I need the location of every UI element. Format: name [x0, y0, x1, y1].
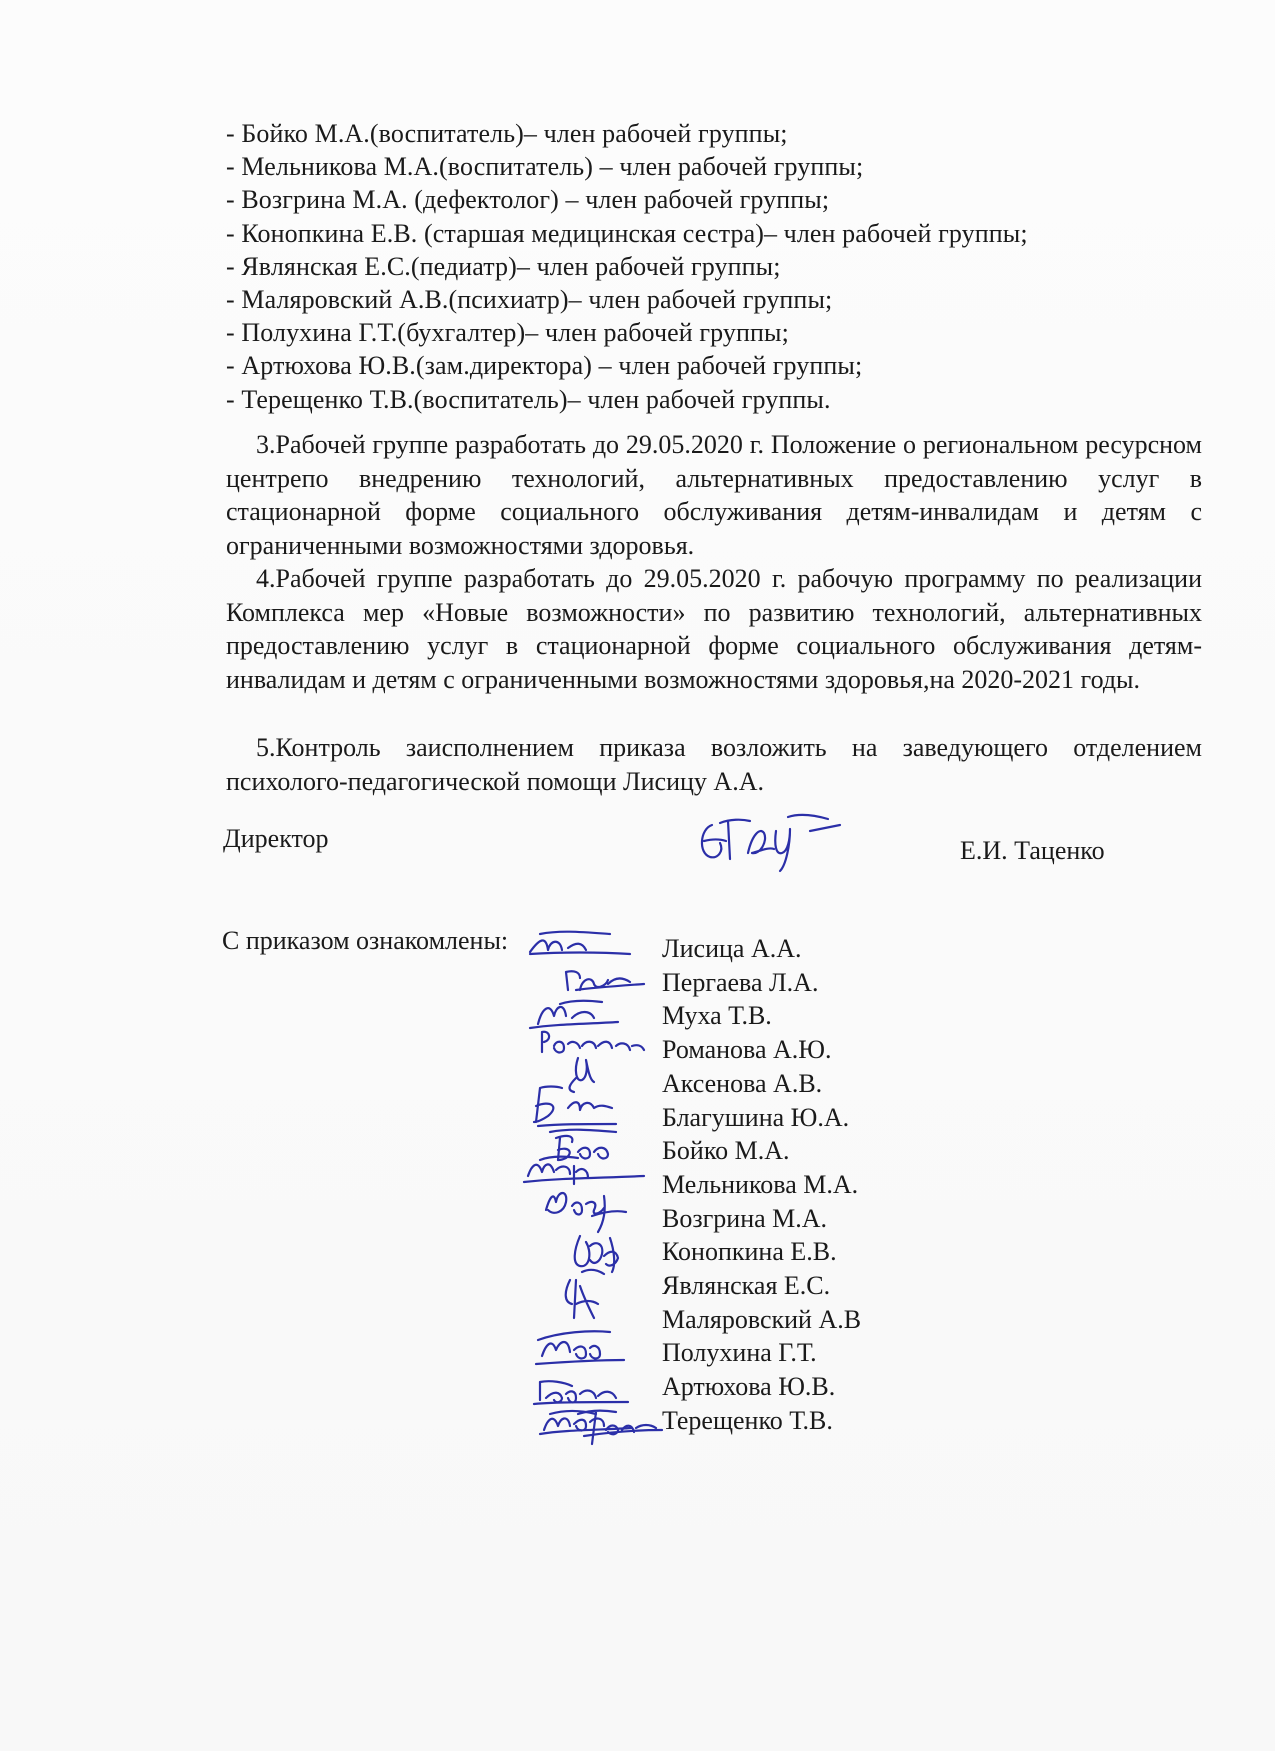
- acquaintance-label: С приказом ознакомлены:: [222, 926, 509, 955]
- member-line: - Конопкина Е.В. (старшая медицинская сестра)– член рабочей группы;: [226, 218, 1028, 248]
- acquaintance-name: Бойко М.А.: [662, 1136, 790, 1166]
- member-line: - Являнская Е.С.(педиатр)– член рабочей группы;: [226, 251, 781, 281]
- member-line: - Бойко М.А.(воспитатель)– член рабочей группы;: [226, 119, 788, 148]
- director-name: Е.И. Таценко: [960, 836, 1105, 865]
- director-label: Директор: [223, 824, 329, 853]
- acquaintance-name: Муха Т.В.: [662, 1001, 772, 1031]
- acquaintance-name: Благушина Ю.А.: [662, 1102, 850, 1132]
- working-group-members-list: [226, 117, 1126, 416]
- acquaintance-name: Полухина Г.Т.: [662, 1338, 817, 1368]
- member-line: - Маляровский А.В.(психиатр)– член рабочей группы;: [226, 285, 833, 315]
- acquaintance-name: Романова А.Ю.: [662, 1035, 832, 1065]
- member-line: - Полухина Г.Т.(бухгалтер)– член рабочей группы;: [226, 318, 789, 348]
- acquaintance-name: Аксенова А.В.: [662, 1068, 823, 1098]
- acquaintance-name: Являнская Е.С.: [662, 1271, 831, 1301]
- acquaintance-name: Артюхова Ю.В.: [662, 1372, 836, 1402]
- director-signature: [690, 795, 850, 875]
- paragraph-item-3: 3.Рабочей группе разработать до 29.05.2020 г. Положение о региональном ресурсном центрепо внедрению технологий, альтернативных предоставлению услуг в стационарной форме социального обслуживания детям-инвалидам и детям с ограниченными возможностями здоровья.: [226, 430, 1202, 560]
- acquaintance-name: Конопкина Е.В.: [662, 1237, 837, 1267]
- member-line: - Артюхова Ю.В.(зам.директора) – член рабочей группы;: [226, 351, 863, 381]
- acquaintance-names-list: [662, 932, 861, 1438]
- signatures-column: [520, 920, 660, 1450]
- paragraph-item-4: 4.Рабочей группе разработать до 29.05.2020 г. рабочую программу по реализации Комплекса мер «Новые возможности» по развитию технологий, альтернативных предоставлению услуг в стационарной форме социального обслуживания детям-инвалидам и детям с ограниченными возможностями здоровья,на 2020-2021 годы.: [226, 564, 1202, 694]
- acquaintance-name: Терещенко Т.В.: [662, 1405, 833, 1435]
- acquaintance-name: Мельникова М.А.: [662, 1169, 859, 1199]
- acquaintance-name: Лисица А.А.: [662, 934, 802, 963]
- acquaintance-name: Пергаева Л.А.: [662, 967, 819, 997]
- signature-tereshchenko: [570, 1400, 670, 1450]
- acquaintance-name: Маляровский А.В: [662, 1304, 862, 1334]
- member-line: - Мельникова М.А.(воспитатель) – член рабочей группы;: [226, 152, 864, 182]
- paragraph-item-5: 5.Контроль заисполнением приказа возложить на заведующего отделением психолого-педагогической помощи Лисицу А.А.: [226, 733, 1202, 796]
- member-line: - Терещенко Т.В.(воспитатель)– член рабочей группы.: [226, 384, 831, 414]
- member-line: - Возгрина М.А. (дефектолог) – член рабочей группы;: [226, 185, 830, 215]
- acquaintance-name: Возгрина М.А.: [662, 1203, 828, 1233]
